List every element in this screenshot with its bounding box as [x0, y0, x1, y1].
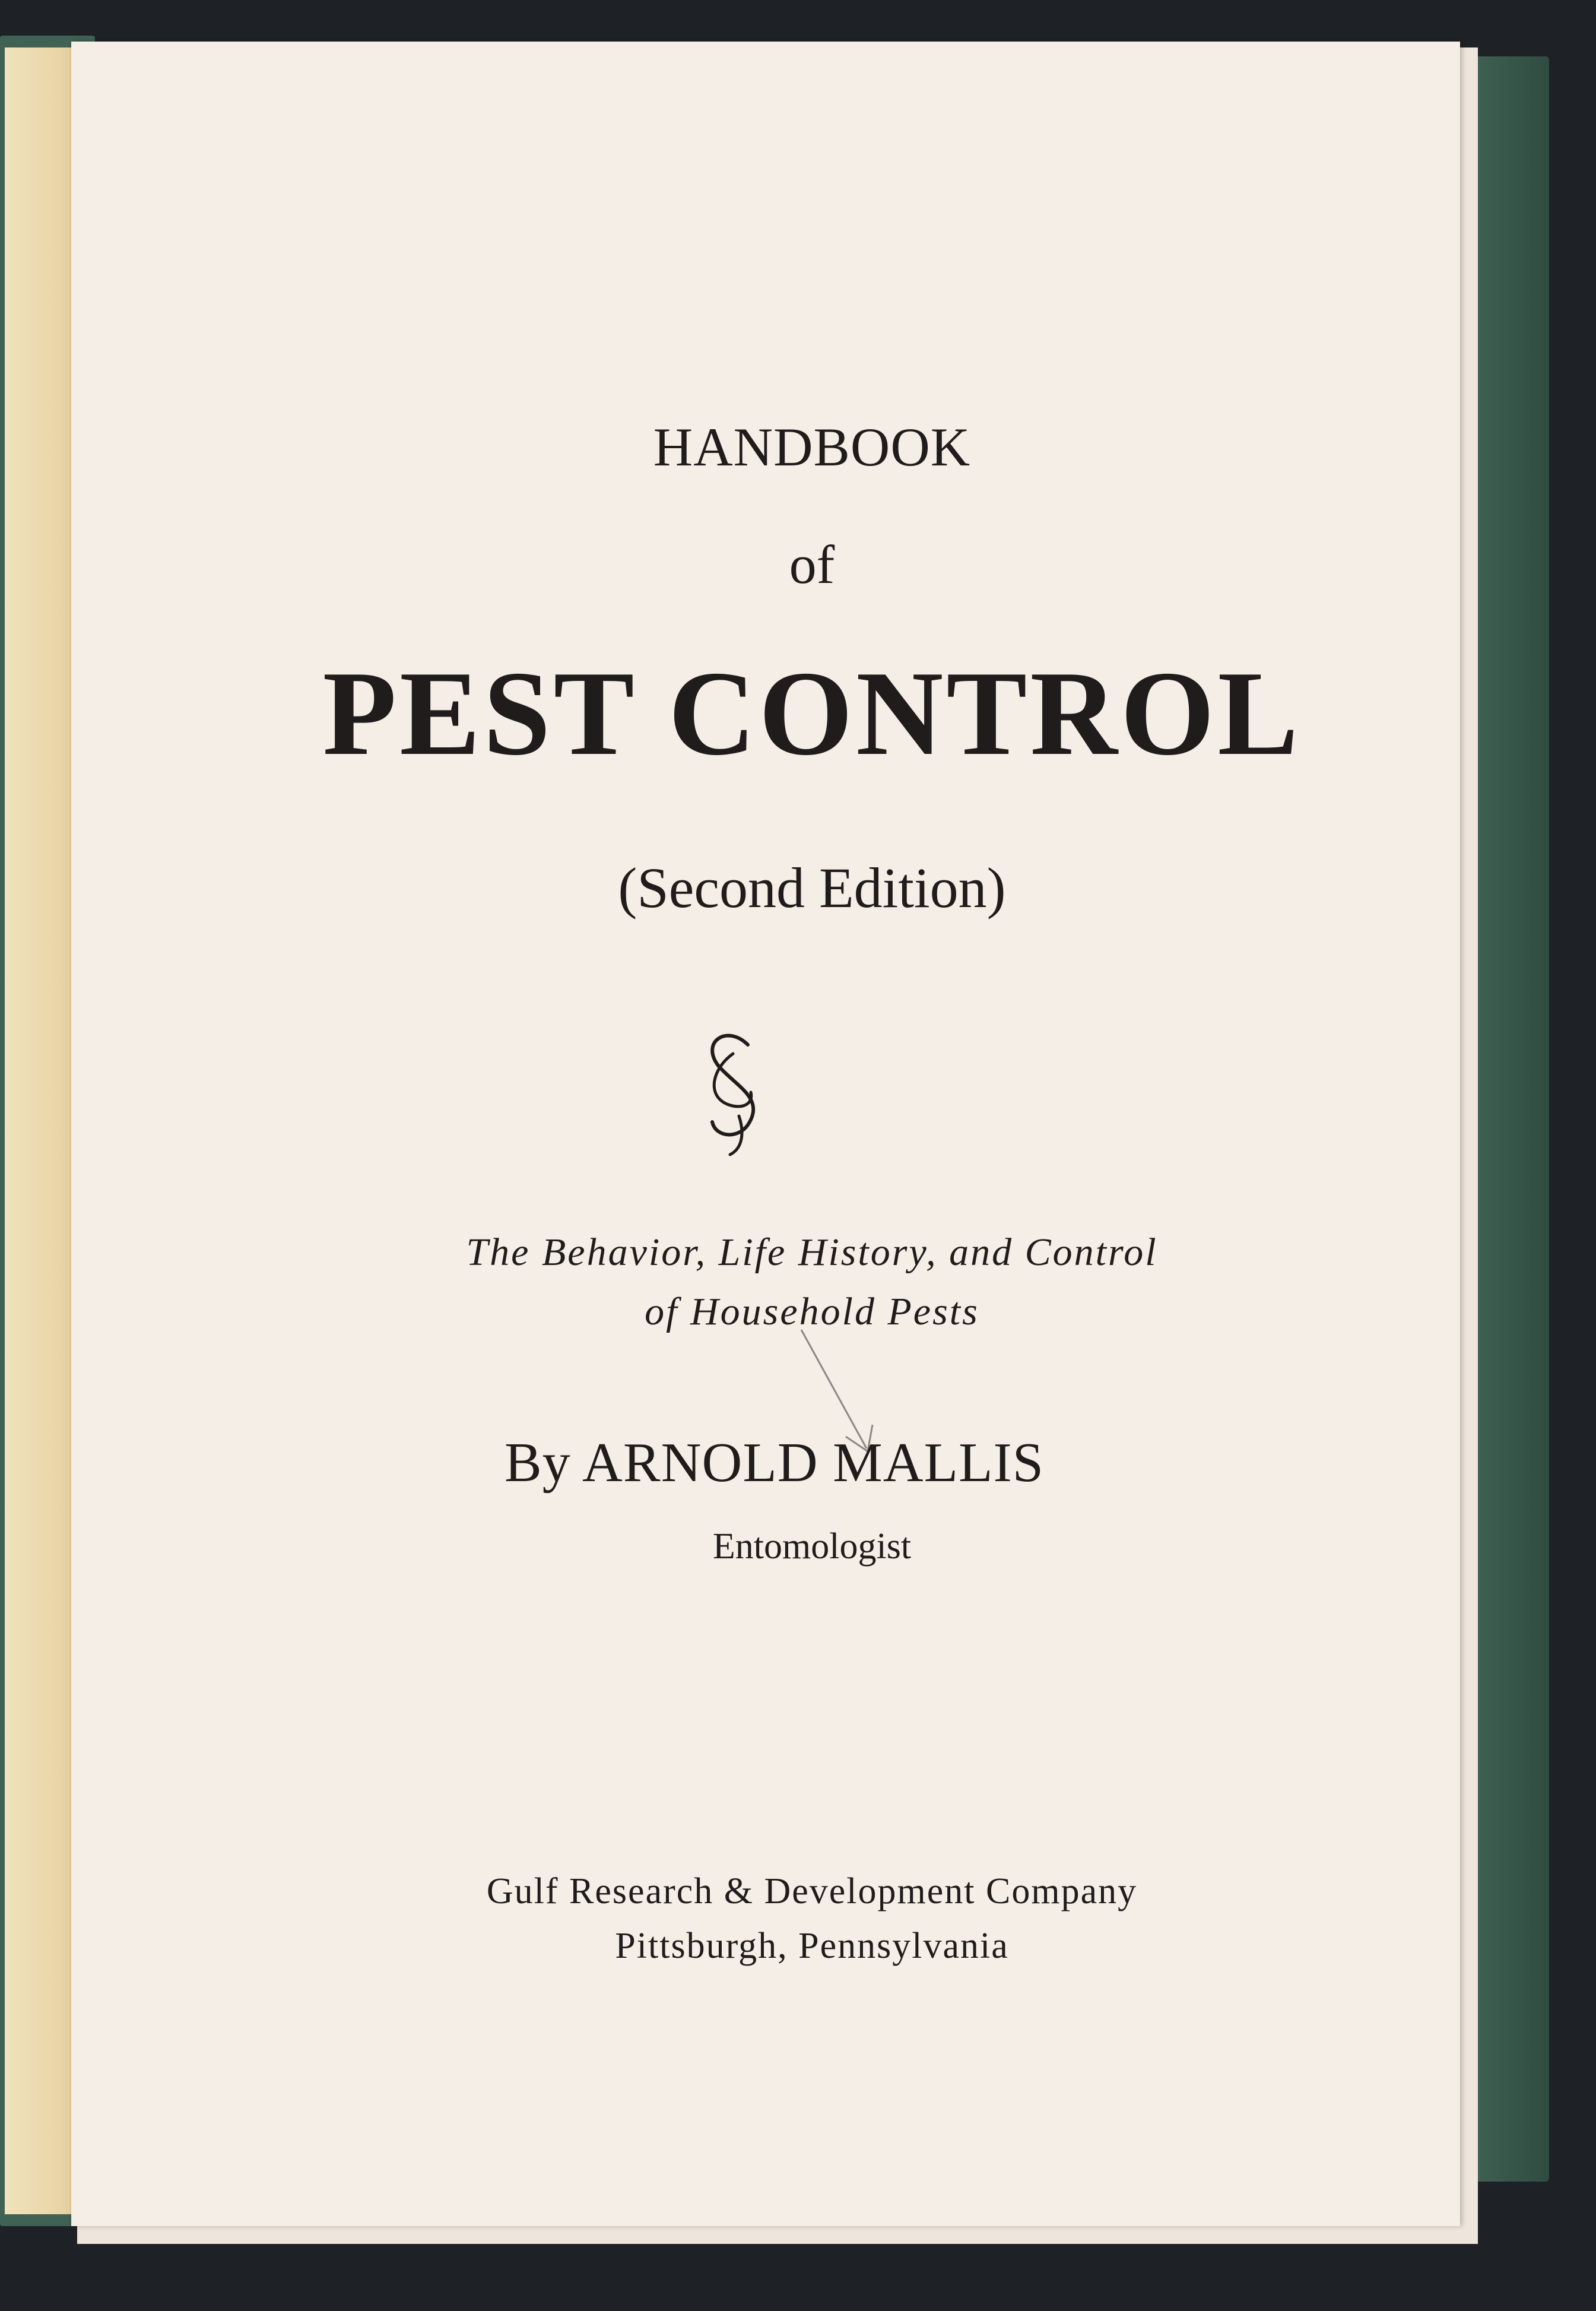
- section-ornament-icon: [671, 1027, 789, 1158]
- author-by: By: [504, 1432, 571, 1494]
- author-line: [226, 1431, 1596, 1495]
- subtitle-line-2: of Household Pests: [645, 1290, 979, 1333]
- title-page: [71, 42, 1460, 2226]
- publisher-location: Pittsburgh, Pennsylvania: [615, 1926, 1009, 1966]
- series-heading: HANDBOOK: [653, 417, 971, 477]
- subtitle-line-1: The Behavior, Life History, and Control: [466, 1231, 1158, 1274]
- publisher-block: [118, 1864, 1506, 1973]
- edition-label: (Second Edition): [618, 856, 1006, 920]
- book-title: PEST CONTROL: [322, 646, 1302, 781]
- publisher-name: Gulf Research & Development Company: [486, 1871, 1138, 1911]
- author-name: ARNOLD MALLIS: [582, 1432, 1045, 1494]
- title-connector: of: [789, 534, 835, 595]
- author-profession: Entomologist: [712, 1526, 912, 1567]
